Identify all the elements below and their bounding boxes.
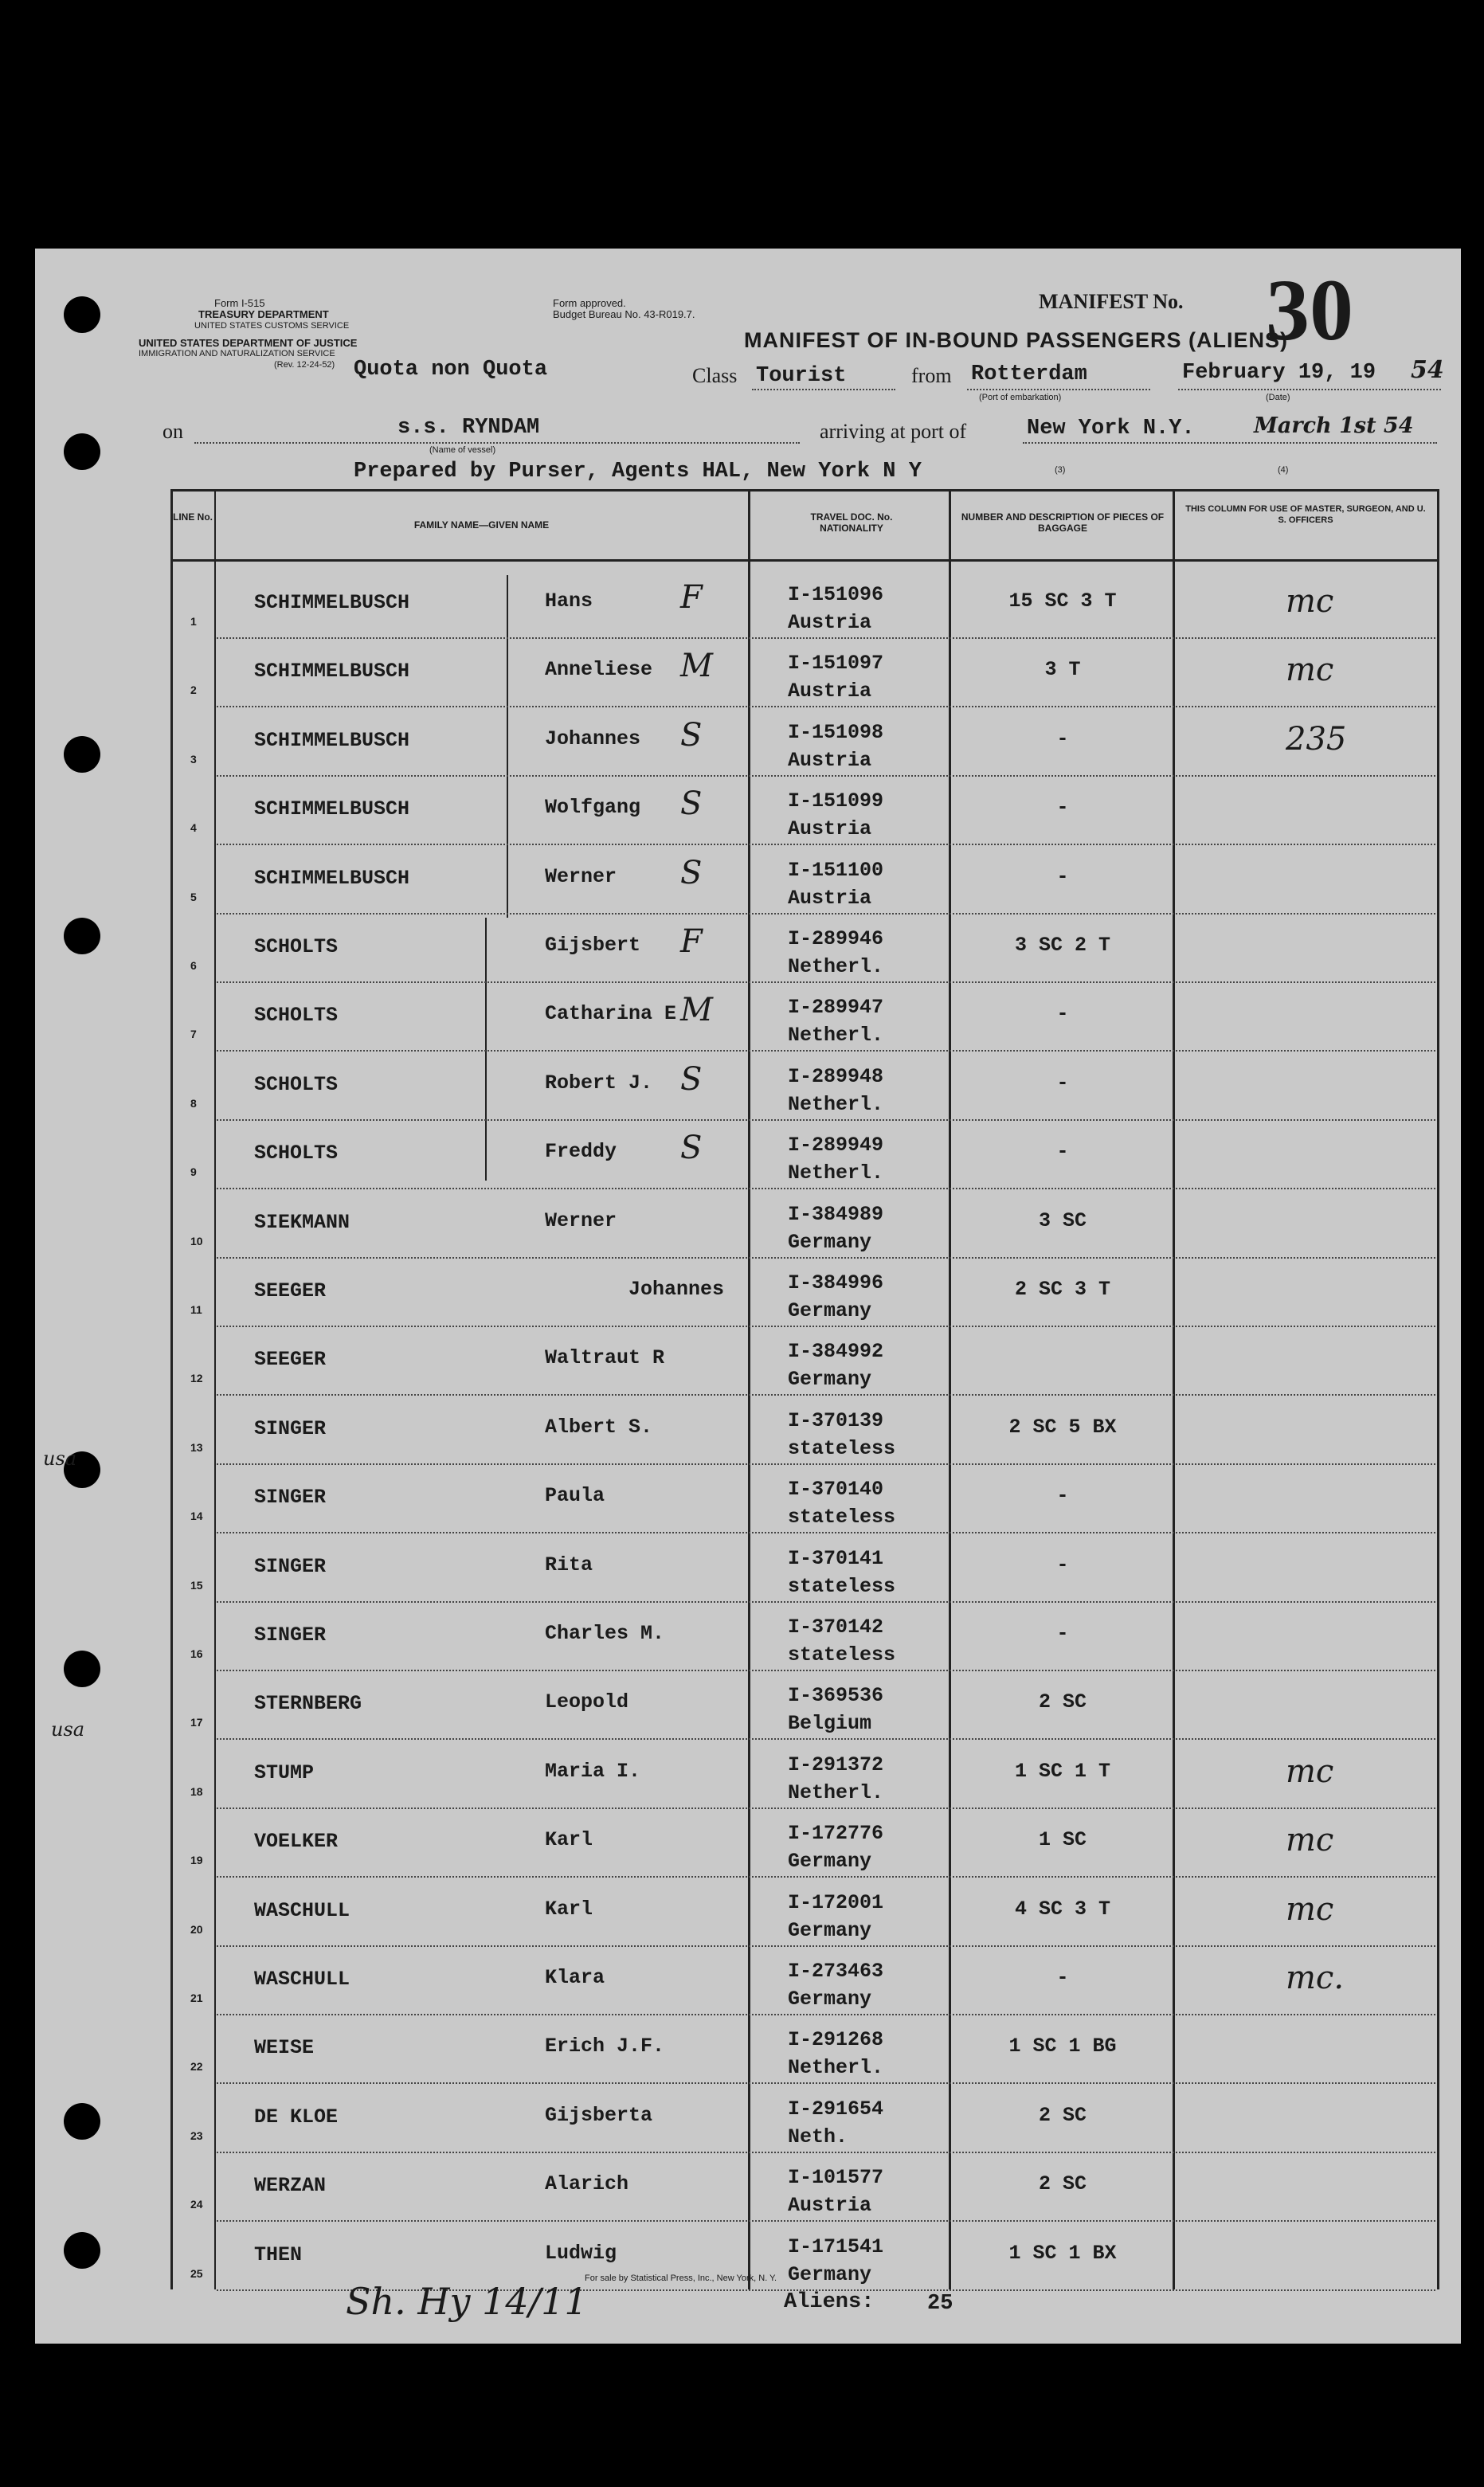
nationality: Austria [788, 817, 872, 841]
family-name: VOELKER [254, 1830, 339, 1854]
vessel-name: s.s. RYNDAM [397, 416, 540, 440]
line-number: 7 [190, 1028, 197, 1041]
line-number: 16 [190, 1647, 203, 1660]
on-label: on [162, 420, 183, 443]
manifest-number: 30 [1266, 261, 1353, 358]
officer-note: 235 [1286, 720, 1347, 758]
travel-doc-number: I-289949 [788, 1134, 884, 1157]
ins-label: IMMIGRATION AND NATURALIZATION SERVICE [139, 349, 335, 358]
baggage: - [1056, 1140, 1069, 1164]
line-number: 9 [190, 1165, 197, 1179]
from-value: Rotterdam [971, 362, 1087, 386]
baggage: 4 SC 3 T [1014, 1897, 1111, 1921]
col-officers: THIS COLUMN FOR USE OF MASTER, SURGEON, AND U. S. OFFICERS [1185, 504, 1426, 525]
family-name: SCHIMMELBUSCH [254, 591, 410, 614]
customs-service: UNITED STATES CUSTOMS SERVICE [194, 321, 350, 331]
baggage: - [1056, 864, 1069, 888]
travel-doc-number: I-289946 [788, 927, 884, 950]
line-number: 3 [190, 752, 197, 766]
family-name: SINGER [254, 1623, 327, 1647]
baggage: 1 SC 1 BG [1008, 2035, 1117, 2058]
travel-doc-number: I-171541 [788, 2234, 884, 2258]
family-name: SEEGER [254, 1279, 327, 1302]
punch-hole [64, 918, 100, 954]
officer-note: mc [1286, 583, 1334, 620]
baggage: 3 SC 2 T [1014, 934, 1111, 957]
line-number: 25 [190, 2266, 203, 2280]
family-name: SIEKMANN [254, 1210, 350, 1234]
nationality: Belgium [788, 1712, 872, 1736]
family-name: SCHIMMELBUSCH [254, 866, 410, 890]
arrival-date: March 1st 54 [1254, 413, 1414, 438]
family-name: SINGER [254, 1554, 327, 1578]
travel-doc-number: I-151099 [788, 789, 884, 813]
line-number: 17 [190, 1716, 203, 1729]
caption-4: (4) [1278, 465, 1289, 475]
prepared-by: Prepared by Purser, Agents HAL, New York N Y [354, 460, 922, 484]
family-name: SCHIMMELBUSCH [254, 728, 410, 752]
line-number: 5 [190, 890, 197, 903]
relation-mark: F [680, 579, 703, 616]
family-name: THEN [254, 2242, 303, 2266]
punch-hole [64, 433, 100, 470]
given-name: Catharina E [545, 1002, 677, 1026]
signature: Sh. Hy 14/11 [346, 2280, 588, 2323]
col-travel-doc: TRAVEL DOC. No. NATIONALITY [810, 511, 893, 534]
travel-doc-number: I-101577 [788, 2166, 884, 2190]
line-number: 4 [190, 821, 197, 835]
nationality: Austria [788, 680, 872, 703]
nationality: stateless [788, 1436, 896, 1460]
relation-mark: F [680, 923, 703, 960]
nationality: Austria [788, 748, 872, 772]
nationality: Austria [788, 886, 872, 910]
baggage: - [1056, 1071, 1069, 1095]
line-number: 21 [190, 1992, 203, 2004]
family-name: WASCHULL [254, 1898, 350, 1922]
nationality: Netherl. [788, 2056, 884, 2080]
nationality: Neth. [788, 2125, 848, 2148]
given-name: Karl [545, 1828, 593, 1852]
arrival-port: New York N.Y. [1027, 417, 1195, 441]
line-number: 22 [190, 2060, 203, 2074]
family-name: WEISE [254, 2036, 315, 2060]
officer-note: mc [1286, 1753, 1334, 1790]
line-number: 14 [190, 1510, 203, 1523]
travel-doc-number: I-291654 [788, 2097, 884, 2121]
travel-doc-number: I-151098 [788, 720, 884, 744]
line-number: 13 [190, 1440, 203, 1454]
baggage: 2 SC [1038, 2103, 1087, 2127]
family-name: SINGER [254, 1486, 327, 1510]
travel-doc-number: I-370141 [788, 1546, 884, 1570]
manifest-label: MANIFEST No. [1039, 290, 1184, 313]
class-value: Tourist [756, 364, 847, 388]
given-name: Robert J. [545, 1071, 653, 1095]
family-name: WASCHULL [254, 1968, 350, 1991]
margin-note: usa [43, 1447, 77, 1470]
line-number: 1 [190, 615, 197, 628]
nationality: Germany [788, 1230, 872, 1254]
officer-note: mc [1286, 652, 1334, 689]
aliens-label: Aliens: [784, 2290, 875, 2314]
given-name: Karl [545, 1897, 593, 1921]
punch-hole [64, 2232, 100, 2269]
given-name: Werner [545, 864, 617, 888]
line-number: 8 [190, 1096, 197, 1110]
family-name: SCHIMMELBUSCH [254, 660, 410, 683]
given-name: Hans [545, 589, 593, 613]
travel-doc-number: I-289947 [788, 996, 884, 1020]
family-name: STERNBERG [254, 1692, 362, 1716]
caption-3: (3) [1055, 465, 1066, 475]
nationality: Netherl. [788, 955, 884, 978]
officer-note: mc. [1286, 1960, 1345, 1996]
given-name: Ludwig [545, 2241, 617, 2265]
nationality: Germany [788, 1918, 872, 1942]
col-baggage: NUMBER AND DESCRIPTION OF PIECES OF BAGGAGE [961, 511, 1165, 534]
family-name: SCHOLTS [254, 1142, 339, 1165]
given-name: Werner [545, 1208, 617, 1232]
baggage: - [1056, 1484, 1069, 1508]
col-line-no: LINE No. [173, 511, 213, 523]
baggage: 3 SC [1038, 1208, 1087, 1232]
line-number: 24 [190, 2198, 203, 2211]
relation-mark: M [680, 992, 713, 1029]
given-name: Johannes [628, 1278, 725, 1301]
given-name: Erich J.F. [545, 2035, 665, 2058]
travel-doc-number: I-151100 [788, 858, 884, 882]
nationality: Germany [788, 1850, 872, 1874]
nationality: Germany [788, 1988, 872, 2011]
departure-date: February 19, 19 [1182, 361, 1376, 385]
relation-mark: S [680, 785, 703, 823]
travel-doc-number: I-172776 [788, 1822, 884, 1846]
travel-doc-number: I-370139 [788, 1408, 884, 1432]
nationality: Netherl. [788, 1092, 884, 1116]
line-number: 12 [190, 1372, 203, 1385]
given-name: Gijsberta [545, 2103, 653, 2127]
baggage: 2 SC [1038, 2172, 1087, 2196]
punch-hole [64, 736, 100, 773]
baggage: 2 SC 3 T [1014, 1278, 1111, 1301]
relation-mark: S [680, 1130, 703, 1167]
baggage: - [1056, 1622, 1069, 1645]
nationality: Germany [788, 2262, 872, 2286]
family-name: SCHIMMELBUSCH [254, 797, 410, 821]
travel-doc-number: I-384996 [788, 1271, 884, 1294]
punch-hole [64, 1651, 100, 1687]
given-name: Rita [545, 1553, 593, 1576]
line-number: 10 [190, 1234, 203, 1247]
nationality: Austria [788, 611, 872, 634]
given-name: Charles M. [545, 1622, 665, 1645]
nationality: Germany [788, 1299, 872, 1322]
line-number: 6 [190, 959, 197, 972]
from-label: from [911, 364, 952, 387]
nationality: stateless [788, 1574, 896, 1598]
margin-note: usa [51, 1718, 85, 1741]
revision: (Rev. 12-24-52) [274, 360, 335, 370]
travel-doc-number: I-172001 [788, 1890, 884, 1914]
given-name: Klara [545, 1966, 605, 1989]
punch-hole [64, 2103, 100, 2140]
relation-mark: S [680, 1060, 703, 1098]
line-number: 15 [190, 1578, 203, 1592]
nationality: Austria [788, 2194, 872, 2218]
baggage: 1 SC 1 BX [1008, 2241, 1117, 2265]
given-name: Anneliese [545, 658, 653, 682]
family-name: SCHOLTS [254, 1004, 339, 1028]
date-year-suffix: 54 [1411, 356, 1444, 384]
baggage: 1 SC 1 T [1014, 1759, 1111, 1783]
class-label: Class [692, 364, 738, 387]
family-name: WERZAN [254, 2174, 327, 2198]
budget-bureau: Budget Bureau No. 43-R019.7. [553, 308, 695, 320]
port-embark-caption: (Port of embarkation) [979, 393, 1062, 402]
arriving-label: arriving at port of [820, 420, 967, 443]
given-name: Alarich [545, 2172, 629, 2196]
given-name: Wolfgang [545, 796, 641, 820]
travel-doc-number: I-291268 [788, 2028, 884, 2052]
travel-doc-number: I-384992 [788, 1340, 884, 1364]
col-name: FAMILY NAME—GIVEN NAME [413, 519, 550, 531]
nationality: stateless [788, 1643, 896, 1666]
punch-hole [64, 296, 100, 333]
family-name: SINGER [254, 1416, 327, 1440]
baggage: 2 SC 5 BX [1008, 1415, 1117, 1439]
given-name: Waltraut R [545, 1346, 665, 1370]
family-name: STUMP [254, 1760, 315, 1784]
line-number: 2 [190, 683, 197, 697]
vessel-caption: (Name of vessel) [429, 445, 496, 455]
given-name: Maria I. [545, 1759, 641, 1783]
given-name: Leopold [545, 1690, 629, 1714]
travel-doc-number: I-291372 [788, 1753, 884, 1776]
baggage: 1 SC [1038, 1828, 1087, 1852]
travel-doc-number: I-289948 [788, 1064, 884, 1088]
form-approved: Form approved. [553, 297, 626, 309]
baggage: - [1056, 1553, 1069, 1576]
manifest-title: MANIFEST OF IN-BOUND PASSENGERS (ALIENS) [744, 328, 1289, 352]
family-name: SCHOLTS [254, 935, 339, 958]
baggage: - [1056, 1002, 1069, 1026]
travel-doc-number: I-273463 [788, 1960, 884, 1983]
printer-credit: For sale by Statistical Press, Inc., New York, N. Y. [585, 2274, 777, 2283]
nationality: Netherl. [788, 1780, 884, 1804]
baggage: - [1056, 727, 1069, 750]
treasury-dept: TREASURY DEPARTMENT [198, 308, 329, 320]
line-number: 20 [190, 1922, 203, 1936]
line-number: 11 [190, 1303, 202, 1316]
travel-doc-number: I-370142 [788, 1616, 884, 1639]
nationality: stateless [788, 1506, 896, 1529]
travel-doc-number: I-370140 [788, 1478, 884, 1502]
given-name: Albert S. [545, 1415, 653, 1439]
given-name: Freddy [545, 1140, 617, 1164]
relation-mark: S [680, 854, 703, 891]
baggage: 15 SC 3 T [1008, 589, 1117, 613]
baggage: - [1056, 1966, 1069, 1989]
baggage: 3 T [1044, 658, 1081, 682]
form-number: Form I-515 [214, 297, 265, 309]
date-caption: (Date) [1266, 393, 1290, 402]
family-name: SEEGER [254, 1348, 327, 1372]
travel-doc-number: I-384989 [788, 1202, 884, 1226]
line-number: 19 [190, 1854, 203, 1867]
given-name: Gijsbert [545, 934, 641, 957]
manifest-page [35, 249, 1461, 2344]
nationality: Netherl. [788, 1024, 884, 1048]
quota-status: Quota non Quota [354, 358, 548, 382]
travel-doc-number: I-151096 [788, 583, 884, 606]
relation-mark: S [680, 716, 703, 754]
line-number: 23 [190, 2129, 203, 2142]
aliens-count: 25 [927, 2292, 953, 2316]
nationality: Netherl. [788, 1161, 884, 1185]
baggage: - [1056, 796, 1069, 820]
travel-doc-number: I-151097 [788, 652, 884, 676]
given-name: Paula [545, 1484, 605, 1508]
officer-note: mc [1286, 1822, 1334, 1859]
relation-mark: M [680, 648, 713, 685]
nationality: Germany [788, 1368, 872, 1392]
line-number: 18 [190, 1784, 203, 1798]
officer-note: mc [1286, 1890, 1334, 1928]
travel-doc-number: I-369536 [788, 1684, 884, 1708]
justice-dept: UNITED STATES DEPARTMENT OF JUSTICE [139, 337, 358, 349]
baggage: 2 SC [1038, 1690, 1087, 1714]
family-name: DE KLOE [254, 2105, 339, 2129]
given-name: Johannes [545, 727, 641, 750]
family-name: SCHOLTS [254, 1072, 339, 1096]
